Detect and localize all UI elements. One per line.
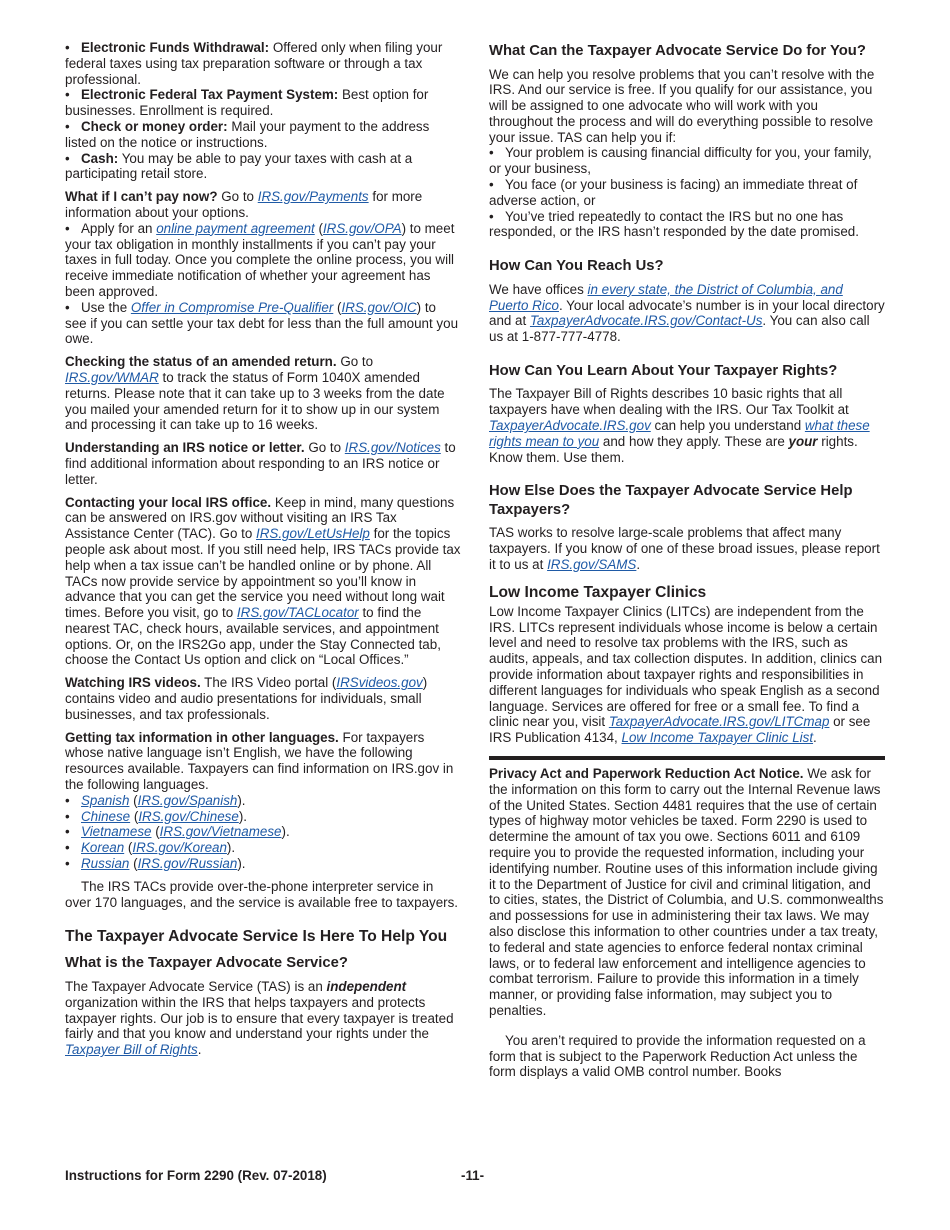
irs-notice-paragraph: Understanding an IRS notice or letter. Go to IRS.gov/Notices to find additional information about responding to an IRS notice or letter. [65,440,456,487]
amended-return-paragraph: Checking the status of an amended return. Go to IRS.gov/WMAR to track the status of Form 1040X amended returns. Please note that it can take up to 3 weeks from the date you mailed your amended return for it to show up in our system and processing it can take up to 16 weeks. [65,354,445,433]
local-office-paragraph: Contacting your local IRS office. Keep in mind, many questions can be answered on IRS.gov without visiting an IRS Tax Assistance Center (TAC). Go to IRS.gov/LetUsHelp for the topics people ask about most. If you still need help, IRS TACs provide tax help when a tax issue can’t be handled online or by phone. All TACs now provide service by appointment so you’ll know in advance that you can get the service you need without long wait times. Before you visit, go to IRS.gov/TACLocator to find the nearest TAC, check hours, available services, and appointment options. Or, on the IRS2Go app, under the Stay Connected tab, choose the Contact Us option and click on “Local Offices.” [65,494,461,668]
list-item: • Korean (IRS.gov/Korean). [65,840,236,856]
sams-link[interactable]: IRS.gov/SAMS [547,557,637,573]
privacy-notice-section [489,756,885,1080]
russian-url-link[interactable]: IRS.gov/Russian [137,856,238,872]
taxpayer-advocate-link[interactable]: TaxpayerAdvocate.IRS.gov [489,418,651,434]
taxpayer-bill-of-rights-link[interactable]: Taxpayer Bill of Rights [65,1042,198,1058]
footer-title: Instructions for Form 2290 (Rev. 07-2018) [65,1168,327,1183]
online-payment-agreement-link[interactable]: online payment agreement [156,220,315,236]
reach-paragraph: We have offices in every state, the District of Columbia, and Puerto Rico. Your local advocate’s number is in your local directory and at TaxpayerAdvocate.IRS.gov/Contact-Us. You can also call us at 1-877-777-4778. [489,281,885,345]
chinese-link[interactable]: Chinese [81,808,131,824]
spanish-link[interactable]: Spanish [81,792,130,808]
list-item: • Vietnamese (IRS.gov/Vietnamese). [65,824,290,840]
pay-method-item: • Cash: You may be able to pay your taxes with cash at a participating retail store. [65,150,413,182]
can-do-heading: What Can the Taxpayer Advocate Service Do for You? [489,43,866,59]
pay-method-item: • Check or money order: Mail your payment to the address listed on the notice or instructions. [65,118,430,150]
spanish-url-link[interactable]: IRS.gov/Spanish [137,792,238,808]
tas-what-paragraph: The Taxpayer Advocate Service (TAS) is an independent organization within the IRS that helps taxpayers and protects taxpayer rights. Our job is to ensure that every taxpayer is treated fairly and that you know and understand your rights under the Taxpayer Bill of Rights. [65,978,454,1058]
else-paragraph: TAS works to resolve large-scale problems that affect many taxpayers. If you know of one of these broad issues, please report it to us at IRS.gov/SAMS. [489,525,880,573]
list-item: • Spanish (IRS.gov/Spanish). [65,792,246,808]
reach-heading: How Can You Reach Us? [489,258,664,275]
payments-link[interactable]: IRS.gov/Payments [257,189,369,205]
can-do-paragraph: We can help you resolve problems that you can’t resolve with the IRS. And our service is free. If you qualify for our assistance, you will be assigned to one advocate who will work with you throughout the process and will do everything possible to resolve your issue. TAS can help you if: [489,66,875,145]
litc-heading: Low Income Taxpayer Clinics [489,583,707,601]
privacy-paragraph: Privacy Act and Paperwork Reduction Act Notice. We ask for the information on this form to carry out the Internal Revenue laws of the United States. Section 4481 requires that the use of certain types of highway motor vehicles be taxed. Form 2290 is used to determine the amount of tax you owe. Sections 6011 and 6109 require you to provide the requested information, including your identifying number. Routine uses of this information include giving it to the Department of Justice for civil and criminal litigation, and to cities, states, the District of Columbia, and U.S. commonwealths and possessions for use in administering their tax laws. We may also disclose this information to other countries under a tax treaty, to federal and state agencies to enforce federal nontax criminal laws, or to federal law enforcement and intelligence agencies to combat terrorism. Failure to provide this information in a timely manner, or providing false information, may subject you to penalties. [489,766,884,1018]
language-list [65,793,461,872]
letushelp-link[interactable]: IRS.gov/LetUsHelp [256,526,370,542]
litcmap-link[interactable]: TaxpayerAdvocate.IRS.gov/LITCmap [608,714,830,730]
interpreter-paragraph: The IRS TACs provide over-the-phone interpreter service in over 170 languages, and the service is available free to taxpayers. [65,878,459,910]
vietnamese-url-link[interactable]: IRS.gov/Vietnamese [159,824,282,840]
litc-paragraph: Low Income Taxpayer Clinics (LITCs) are independent from the IRS. LITCs represent individuals whose income is below a certain level and need to resolve tax problems with the IRS, such as audits, appeals, and tax collection disputes. In addition, clinics can provide information about taxpayer rights and responsibilities in different languages for individuals who speak English as a second language. Services are offered for free or a small fee. To find a clinic near you, visit TaxpayerAdvocate.IRS.gov/LITCmap or see IRS Publication 4134, Low Income Taxpayer Clinic List. [489,603,883,746]
oic-link[interactable]: IRS.gov/OIC [341,299,417,315]
contact-us-link[interactable]: TaxpayerAdvocate.IRS.gov/Contact-Us [529,313,763,329]
cant-pay-bullet: • Use the Offer in Compromise Pre-Qualifier (IRS.gov/OIC) to see if you can settle your tax debt for less than the full amount you owe. [65,299,459,347]
paperwork-paragraph: You aren’t required to provide the information requested on a form that is subject to the Paperwork Reduction Act unless the form displays a valid OMB control number. Books [489,1032,866,1080]
left-column [65,40,461,1058]
languages-paragraph: Getting tax information in other languages. For taxpayers whose native language isn’t English, we have the following resources available. Taxpayers can find information on IRS.gov in the following languages. [65,729,454,793]
notices-link[interactable]: IRS.gov/Notices [344,440,441,456]
pay-method-item: • Electronic Funds Withdrawal: Offered only when filing your federal taxes using tax preparation software or through a tax professional. [65,40,443,87]
cant-pay-paragraph: What if I can’t pay now? Go to IRS.gov/Payments for more information about your options. [65,189,423,220]
list-item: • Chinese (IRS.gov/Chinese). [65,808,247,824]
rights-meaning-link[interactable]: what these rights mean to you [489,418,870,449]
chinese-url-link[interactable]: IRS.gov/Chinese [138,808,239,824]
rights-heading: How Can You Learn About Your Taxpayer Rights? [489,362,838,379]
litc-list-link[interactable]: Low Income Taxpayer Clinic List [621,730,814,746]
right-column [489,40,885,1080]
russian-link[interactable]: Russian [81,856,130,872]
taclocator-link[interactable]: IRS.gov/TACLocator [236,605,359,621]
irs-videos-paragraph: Watching IRS videos. The IRS Video portal (IRSvideos.gov) contains video and audio presentations for individuals, small businesses, and tax professionals. [65,675,428,722]
offer-in-compromise-link[interactable]: Offer in Compromise Pre-Qualifier [130,299,334,315]
tas-what-heading: What is the Taxpayer Advocate Service? [65,955,348,972]
can-do-bullet: • Your problem is causing financial difficulty for you, your family, or your business, [489,145,872,177]
vietnamese-link[interactable]: Vietnamese [81,824,152,840]
offices-link[interactable]: in every state, the District of Columbia, and Puerto Rico [489,281,843,313]
pay-method-item: • Electronic Federal Tax Payment System: Best option for businesses. Enrollment is required. [65,87,429,119]
tas-heading: The Taxpayer Advocate Service Is Here To Help You [65,928,448,946]
irsvideos-link[interactable]: IRSvideos.gov [336,675,423,691]
can-do-bullet: • You’ve tried repeatedly to contact the IRS but no one has responded, or the IRS hasn’t responded by the date promised. [489,208,859,240]
korean-link[interactable]: Korean [81,840,125,856]
cant-pay-bullet: • Apply for an online payment agreement (IRS.gov/OPA) to meet your tax obligation in monthly installments if you can’t pay your taxes in full today. Once you complete the online process, you will receive immediate notification of whether your agreement has been approved. [65,220,455,299]
page-footer [65,1168,885,1183]
can-do-bullet: • You face (or your business is facing) an immediate threat of adverse action, or [489,177,858,208]
list-item: • Russian (IRS.gov/Russian). [65,856,246,872]
rights-paragraph: The Taxpayer Bill of Rights describes 10 basic rights that all taxpayers have when dealing with the IRS. Our Tax Toolkit at TaxpayerAdvocate.IRS.gov can help you understand what these rights mean to you and how they apply. These are your rights. Know them. Use them. [489,386,870,465]
wmar-link[interactable]: IRS.gov/WMAR [65,369,159,385]
opa-link[interactable]: IRS.gov/OPA [322,220,402,236]
korean-url-link[interactable]: IRS.gov/Korean [132,840,227,856]
else-heading: How Else Does the Taxpayer Advocate Service Help Taxpayers? [489,483,853,518]
page-number: -11- [461,1168,485,1183]
